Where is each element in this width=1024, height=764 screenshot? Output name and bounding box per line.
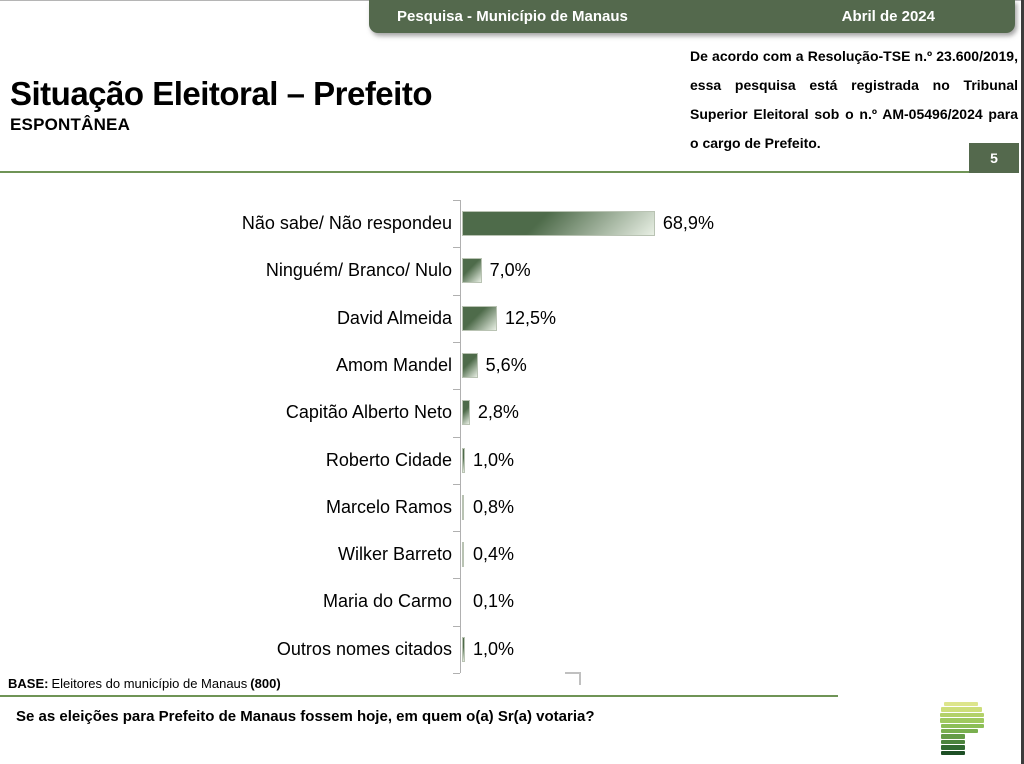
category-label: Outros nomes citados bbox=[276, 638, 452, 659]
value-label: 68,9% bbox=[662, 213, 714, 233]
bar bbox=[462, 400, 470, 425]
chart-row bbox=[0, 200, 1024, 247]
logo-bar bbox=[941, 734, 965, 738]
bar bbox=[462, 542, 464, 567]
value-label: 1,0% bbox=[473, 449, 515, 470]
bar bbox=[462, 306, 497, 331]
value-label: 0,4% bbox=[473, 544, 515, 565]
logo-bar bbox=[940, 718, 984, 722]
logo-bar bbox=[940, 713, 984, 717]
value-label: 0,8% bbox=[473, 496, 515, 517]
logo-bar bbox=[941, 724, 984, 728]
category-label: Maria do Carmo bbox=[322, 591, 452, 612]
title-block bbox=[10, 76, 432, 135]
chart-row bbox=[0, 437, 1024, 484]
header-bar bbox=[369, 0, 1015, 33]
base-note-count: (800) bbox=[250, 676, 281, 691]
bar bbox=[462, 495, 464, 520]
tse-disclaimer: De acordo com a Resolução-TSE n.º 23.600/2019, essa pesquisa está registrada no Tribunal Superior Eleitoral sob o n.º AM-05496/2024 para o cargo de Prefeito. bbox=[690, 48, 1018, 151]
page-number-badge bbox=[969, 143, 1019, 173]
bar bbox=[462, 448, 465, 473]
chart-row bbox=[0, 531, 1024, 578]
category-label: Ninguém/ Branco/ Nulo bbox=[265, 260, 452, 281]
category-label: Amom Mandel bbox=[335, 354, 452, 375]
category-label: Capitão Alberto Neto bbox=[285, 402, 452, 423]
bar bbox=[462, 211, 655, 236]
category-label: David Almeida bbox=[336, 307, 452, 328]
page-title: Situação Eleitoral – Prefeito bbox=[10, 75, 432, 112]
base-note-label: BASE: bbox=[8, 676, 49, 691]
axis-tick bbox=[453, 673, 460, 674]
base-note bbox=[8, 676, 281, 691]
logo-bar bbox=[941, 751, 965, 755]
header-date-label: Abril de 2024 bbox=[841, 8, 935, 25]
value-label: 0,1% bbox=[473, 591, 515, 612]
survey-question: Se as eleições para Prefeito de Manaus fossem hoje, em quem o(a) Sr(a) votaria? bbox=[16, 708, 595, 725]
bar-chart bbox=[0, 200, 1024, 673]
footer-divider-line bbox=[0, 695, 838, 697]
logo-bar bbox=[944, 702, 978, 706]
chart-row bbox=[0, 578, 1024, 625]
page-subtitle: ESPONTÂNEA bbox=[10, 115, 131, 134]
chart-row bbox=[0, 389, 1024, 436]
chart-row bbox=[0, 247, 1024, 294]
logo-bar bbox=[941, 729, 978, 733]
page-number: 5 bbox=[990, 150, 998, 166]
value-label: 12,5% bbox=[505, 307, 557, 328]
logo-bar bbox=[941, 707, 982, 711]
bar bbox=[462, 258, 482, 283]
bar bbox=[462, 353, 478, 378]
value-label: 1,0% bbox=[473, 638, 515, 659]
base-note-text: Eleitores do município de Manaus bbox=[51, 676, 248, 691]
chart-corner-mark bbox=[565, 672, 581, 685]
chart-row bbox=[0, 626, 1024, 673]
category-label: Não sabe/ Não respondeu bbox=[241, 213, 452, 233]
chart-row bbox=[0, 295, 1024, 342]
category-label: Roberto Cidade bbox=[325, 449, 452, 470]
title-divider-line bbox=[0, 171, 1019, 173]
bar bbox=[462, 637, 465, 662]
value-label: 5,6% bbox=[485, 354, 527, 375]
green-bars-logo bbox=[940, 702, 988, 756]
value-label: 7,0% bbox=[489, 260, 531, 281]
category-label: Wilker Barreto bbox=[337, 544, 452, 565]
category-label: Marcelo Ramos bbox=[325, 496, 452, 517]
logo-bar bbox=[941, 740, 965, 744]
chart-row bbox=[0, 342, 1024, 389]
header-survey-label: Pesquisa - Município de Manaus bbox=[397, 8, 628, 25]
logo-bar bbox=[941, 745, 965, 749]
chart-row bbox=[0, 484, 1024, 531]
value-label: 2,8% bbox=[477, 402, 519, 423]
